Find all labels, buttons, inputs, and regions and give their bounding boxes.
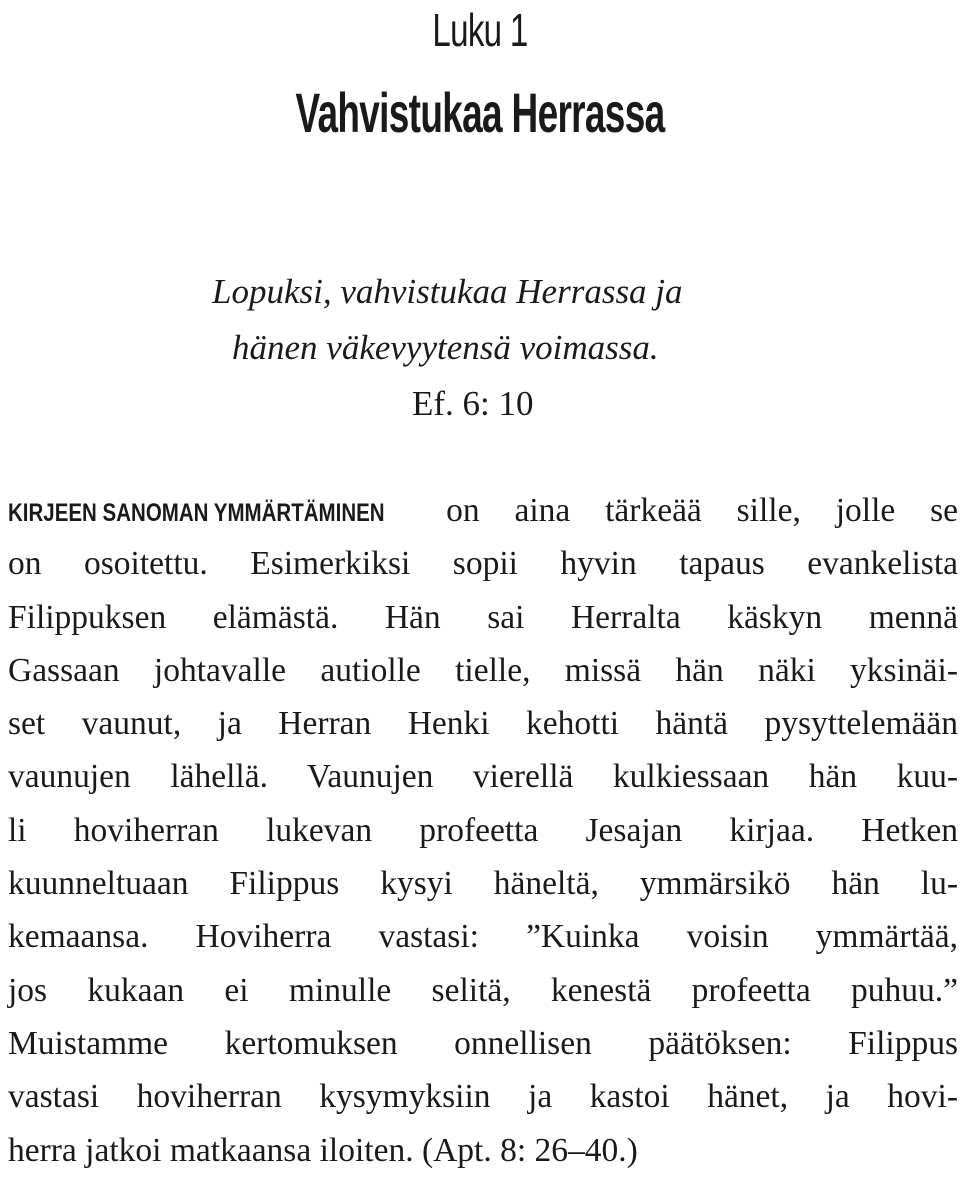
body-line: Muistamme kertomuksen onnellisen päätöksen: Filippus [8, 1024, 958, 1062]
body-line: set vaunut, ja Herran Henki kehotti häntä pysyttelemään [8, 705, 958, 743]
body-line: herra jatkoi matkaansa iloiten. (Apt. 8: 26–40.) [8, 1131, 638, 1169]
body-line-text: on aina tärkeää sille, jolle se [411, 492, 958, 529]
body-paragraph [8, 484, 958, 1177]
body-line: Filippuksen elämästä. Hän sai Herralta käskyn mennä [8, 598, 958, 636]
body-line: on osoitettu. Esimerkiksi sopii hyvin tapaus evankelista [8, 545, 958, 583]
body-line: li hoviherran lukevan profeetta Jesajan kirjaa. Hetken [8, 811, 958, 849]
body-line: kemaansa. Hoviherra vastasi: ”Kuinka voisin ymmärtää, [8, 918, 958, 956]
body-line: vaunujen lähellä. Vaunujen vierellä kulkiessaan hän kuu- [8, 758, 958, 796]
epigraph [0, 264, 960, 432]
epigraph-line: hänen väkevyytensä voimassa. [232, 328, 659, 367]
chapter-title: Vahvistukaa Herrassa [295, 81, 665, 144]
chapter-label: Luku 1 [432, 4, 528, 56]
body-line: kuunneltuaan Filippus kysyi häneltä, ymmärsikö hän lu- [8, 865, 958, 903]
body-line: jos kukaan ei minulle selitä, kenestä profeetta puhuu.” [8, 971, 958, 1009]
epigraph-reference: Ef. 6: 10 [412, 384, 534, 423]
body-line: vastasi hoviherran kysymyksiin ja kastoi hänet, ja hovi- [8, 1078, 958, 1116]
body-line [8, 484, 958, 537]
body-line: Gassaan johtavalle autiolle tielle, missä hän näki yksinäi- [8, 651, 958, 689]
lead-in-smallcaps: KIRJEEN SANOMAN YMMÄRTÄMINEN [8, 499, 385, 527]
epigraph-line: Lopuksi, vahvistukaa Herrassa ja [212, 272, 683, 311]
